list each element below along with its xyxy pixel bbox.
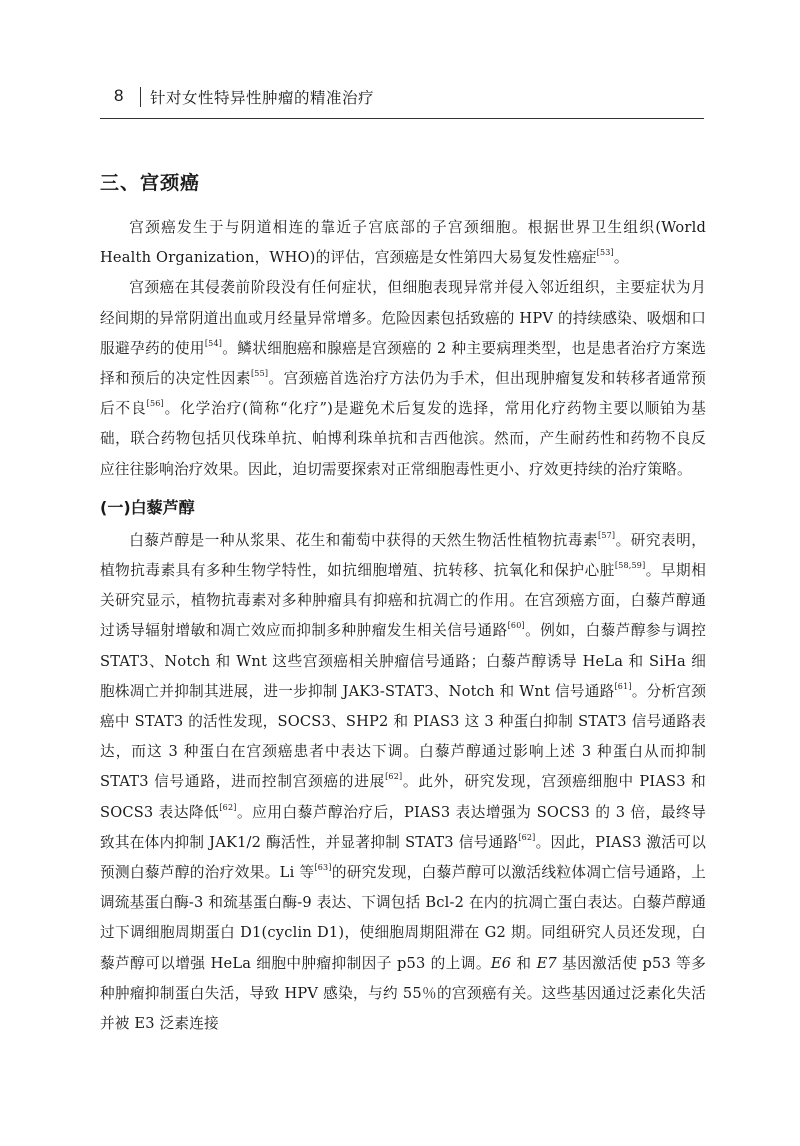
text-run: 。例如，白藜芦醇参与调控 STAT3、Notch 和 Wnt 这些宫颈癌相关肿瘤信号通路；白藜芦醇诱导 HeLa 和 SiHa 细胞株凋亡并抑制其进展，进一步抑制 JAK3-STAT3、Notch 和 Wnt 信号通路	[100, 622, 706, 700]
text-run: 和	[511, 954, 537, 972]
paragraph	[100, 273, 706, 484]
text-run: 宫颈癌发生于与阴道相连的靠近子宫底部的子宫颈细胞。根据世界卫生组织(World Health Organization，WHO)的评估，宫颈癌是女性第四大易复发性癌症	[100, 219, 706, 267]
text-run: 宫颈癌在其侵袭前阶段没有任何症状，但细胞表现异常并侵入邻近组织，主要症状为月经间期的异常阴道出血或月经量异常增多。危险因素包括致癌的 HPV 的持续感染、吸烟和口服避孕药的使用	[100, 279, 706, 357]
citation: [55]	[250, 369, 269, 379]
citation: [62]	[518, 832, 536, 842]
text-run: 。此外，研究发现，宫颈癌细胞中 PIAS3 和 SOCS3 表达降低	[100, 773, 706, 821]
page-body	[100, 168, 706, 1039]
subsection-heading: (一)白藜芦醇	[100, 497, 195, 517]
paragraph	[100, 213, 706, 273]
gene-name: E7	[536, 954, 557, 972]
text-run: 。研究表明，植物抗毒素具有多种生物学特性，如抗细胞增殖、抗转移、抗氧化和保护心脏	[100, 531, 707, 580]
citation: [57]	[598, 530, 616, 540]
text-run: 。分析宫颈癌中 STAT3 的活性发现，SOCS3、SHP2 和 PIAS3 这 3 种蛋白抑制 STAT3 信号通路表达，而这 3 种蛋白在宫颈癌患者中表达下调。白藜芦醇通过影响上述 3 种蛋白从而抑制 STAT3 信号通路，进而控制宫颈癌的进展	[100, 682, 706, 791]
gene-name: E6	[490, 954, 512, 972]
page-number: 8	[114, 86, 124, 105]
running-header	[100, 86, 704, 116]
citation: [58,59]	[614, 561, 646, 571]
citation: [56]	[146, 399, 164, 409]
header-rule	[100, 118, 704, 119]
citation: [53]	[596, 248, 614, 258]
text-run: 白藜芦醇是一种从浆果、花生和葡萄中获得的天然生物活性植物抗毒素	[129, 531, 599, 549]
citation: [61]	[614, 681, 632, 691]
running-title: 针对女性特异性肿瘤的精准治疗	[150, 89, 375, 107]
text-run: 基因激活使 p53 等多种肿瘤抑制蛋白失活，导致 HPV 感染，与约 55％的宫颈癌有关。这些基因通过泛素化失活并被 E3 泛素连接	[100, 954, 706, 1033]
header-separator	[140, 87, 141, 107]
paragraph	[100, 526, 706, 1039]
text-run: 。应用白藜芦醇治疗后，PIAS3 表达增强为 SOCS3 的 3 倍，最终导致其在体内抑制 JAK1/2 酶活性，并显著抑制 STAT3 信号通路	[100, 803, 706, 851]
text-run: 的研究发现，白藜芦醇可以激活线粒体凋亡信号通路，上调巯基蛋白酶-3 和巯基蛋白酶-9 表达、下调包括 Bcl-2 在内的抗凋亡蛋白表达。白藜芦醇通过下调细胞周期蛋白 D1(cyclin D1)，使细胞周期阻滞在 G2 期。同组研究人员还发现，白藜芦醇可以增强 HeLa 细胞中肿瘤抑制因子 p53 的上调。	[100, 864, 706, 972]
citation: [62]	[219, 802, 237, 812]
citation: [60]	[507, 621, 525, 631]
text-run: 。鳞状细胞癌和腺癌是宫颈癌的 2 种主要病理类型，也是患者治疗方案选择和预后的决定性因素	[100, 339, 706, 388]
text-run: 。化学治疗(简称“化疗”)是避免术后复发的选择，常用化疗药物主要以顺铂为基础，联合药物包括贝伐珠单抗、帕博利珠单抗和吉西他滨。然而，产生耐药性和药物不良反应往往影响治疗效果。因此，迫切需要探索对正常细胞毒性更小、疗效更持续的治疗策略。	[100, 400, 706, 478]
citation: [62]	[385, 772, 403, 782]
text-run: 。宫颈癌首选治疗方法仍为手术，但出现肿瘤复发和转移者通常预后不良	[100, 370, 706, 418]
citation: [54]	[204, 338, 223, 348]
text-run: 。因此，PIAS3 激活可以预测白藜芦醇的治疗效果。Li 等	[100, 833, 706, 882]
citation: [63]	[314, 863, 332, 873]
section-heading: 三、宫颈癌	[100, 172, 201, 194]
text-run: 。早期相关研究显示，植物抗毒素对多种肿瘤具有抑癌和抗凋亡的作用。在宫颈癌方面，白藜芦醇通过诱导辐射增敏和凋亡效应而抑制多种肿瘤发生相关信号通路	[100, 562, 706, 640]
text-run: 。	[613, 249, 629, 267]
